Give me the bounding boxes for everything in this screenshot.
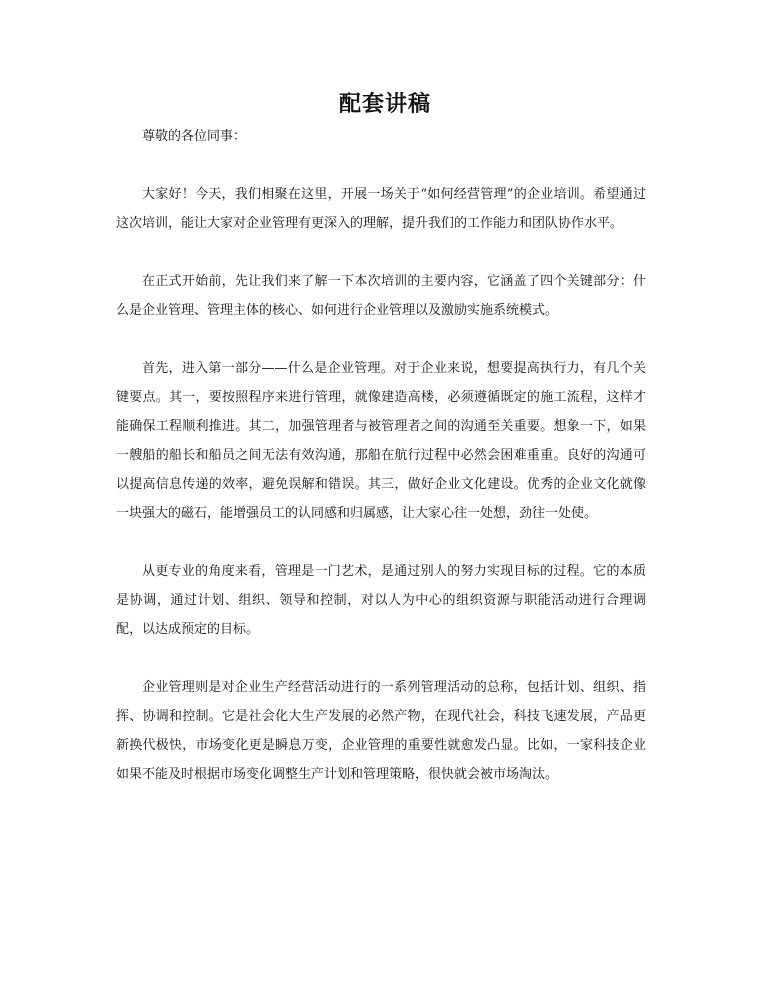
paragraph-part-one: 首先，进入第一部分——什么是企业管理。对于企业来说，想要提高执行力，有几个关键要点。其一，要按照程序来进行管理，就像建造高楼，必须遵循既定的施工流程，这样才能确保工程顺利推进。其二，加强管理者与被管理者之间的沟通至关重要。想象一下，如果一艘船的船长和船员之间无法有效沟通，那船在航行过程中必然会困难重重。良好的沟通可以提高信息传递的效率，避免误解和错误。其三，做好企业文化建设。优秀的企业文化就像一块强大的磁石，能增强员工的认同感和归属感，让大家心往一处想，劲往一处使。 xyxy=(116,361,646,521)
paragraph-opening: 大家好！今天，我们相聚在这里，开展一场关于“如何经营管理”的企业培训。希望通过这次培训，能让大家对企业管理有更深入的理解，提升我们的工作能力和团队协作水平。 xyxy=(116,187,646,231)
paragraph-overview: 在正式开始前，先让我们来了解一下本次培训的主要内容，它涵盖了四个关键部分：什么是企业管理、管理主体的核心、如何进行企业管理以及激励实施系统模式。 xyxy=(116,274,646,318)
document-body xyxy=(116,122,646,818)
greeting-line: 尊敬的各位同事： xyxy=(142,129,247,144)
paragraph-management-definition: 从更专业的角度来看，管理是一门艺术，是通过别人的努力实现目标的过程。它的本质是协调，通过计划、组织、领导和控制，对以人为中心的组织资源与职能活动进行合理调配，以达成预定的目标。 xyxy=(116,564,646,637)
paragraph-enterprise-management: 企业管理则是对企业生产经营活动进行的一系列管理活动的总称，包括计划、组织、指挥、协调和控制。它是社会化大生产发展的必然产物，在现代社会，科技飞速发展，产品更新换代极快，市场变化更是瞬息万变，企业管理的重要性就愈发凸显。比如，一家科技企业如果不能及时根据市场变化调整生产计划和管理策略，很快就会被市场淘汰。 xyxy=(116,680,646,782)
document-title: 配套讲稿 xyxy=(338,92,431,117)
